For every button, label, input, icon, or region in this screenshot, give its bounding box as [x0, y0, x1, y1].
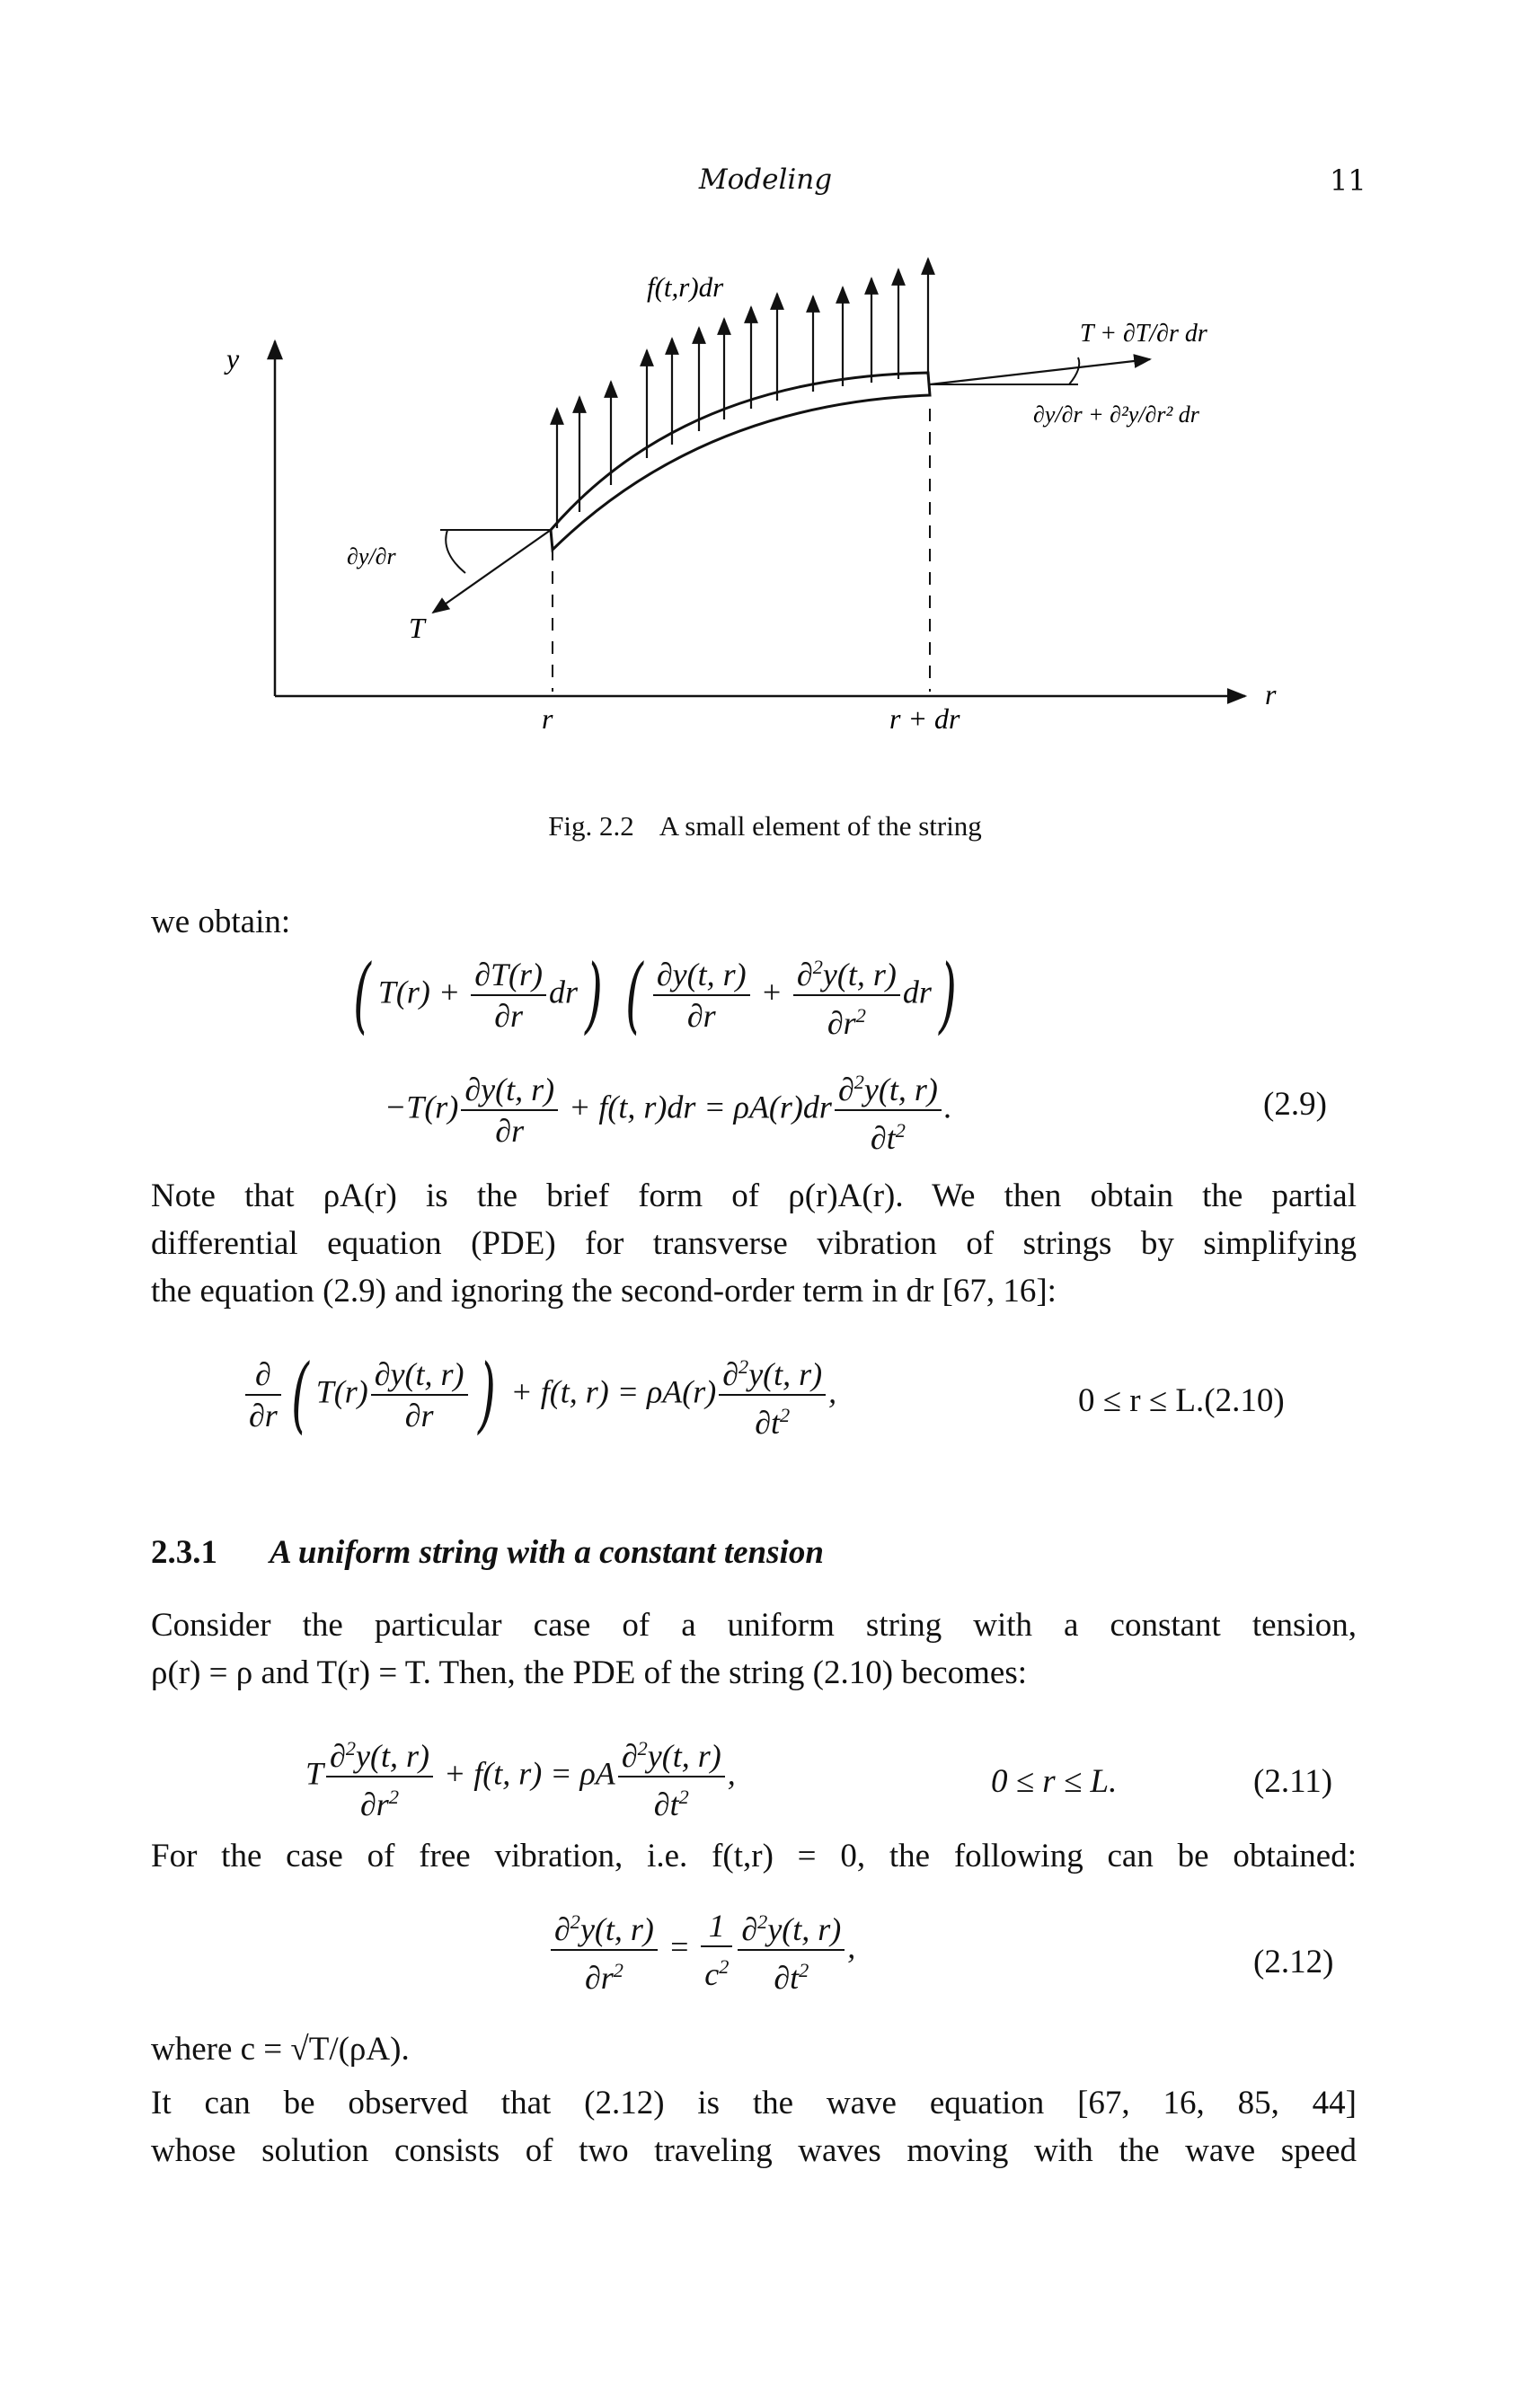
paragraph-3-line-2: ρ(r) = ρ and T(r) = T. Then, the PDE of the string (2.10) becomes: [151, 1654, 1028, 1691]
slope-right-label: ∂y/∂r + ∂²y/∂r² dr [1033, 401, 1199, 428]
equation-2-10: $\frac{\partial}{\partial r}$ ( T(r) $\frac{\partial y(t, r)}{\partial r}$ ) + f(t, r) = ρA(r) $\frac{\partial^2y(t, r)}{\partial t^2}$ , [243, 1347, 836, 1442]
section-title: A uniform string with a constant tension [270, 1534, 824, 1571]
equation-2-9-line-1: ( T(r) + $\frac{\partial T(r)}{\partial r}$ dr) ( $\frac{\partial y(t, r)}{\partial r}$ + $\frac{\partial^2y(t, r)}{\partial r^2}$ dr) [353, 947, 957, 1043]
tension-left-arrow [433, 530, 551, 613]
angle-arc-right [1069, 357, 1079, 384]
r-axis-label: r [1265, 678, 1277, 710]
tension-right-arrow [930, 359, 1150, 384]
equation-number-2-9: (2.9) [1263, 1086, 1327, 1123]
paragraph-3-line-1: Consider the particular case of a uniform string with a constant tension, [151, 1607, 1357, 1644]
figure-caption-number: Fig. 2.2 [548, 810, 634, 842]
paragraph-2-line-2: differential equation (PDE) for transverse vibration of strings by simplifying [151, 1225, 1357, 1262]
equation-2-11-range: 0 ≤ r ≤ L. [991, 1763, 1118, 1800]
force-label: f(t,r)dr [647, 271, 724, 303]
slope-left-label: ∂y/∂r [347, 543, 396, 569]
r-tick-label: r [542, 702, 553, 735]
equation-2-9-line-2: −T(r) $\frac{\partial y(t, r)}{\partial r}$ + f(t, r)dr = ρA(r)dr $\frac{\partial^2y(t, r)}{\partial t^2}$ . [385, 1063, 952, 1158]
section-heading [151, 1533, 824, 1572]
figure-caption [0, 810, 1530, 842]
string-element [551, 373, 930, 550]
paragraph-we-obtain: we obtain: [151, 904, 291, 940]
y-axis-label: y [226, 342, 240, 375]
paragraph-5: where c = √T/(ρA). [151, 2031, 410, 2068]
equation-2-11: T $\frac{\partial^2y(t, r)}{\partial r^2}$ + f(t, r) = ρA $\frac{\partial^2y(t, r)}{\partial t^2}$ , [305, 1729, 736, 1824]
section-number: 2.3.1 [151, 1534, 217, 1571]
angle-arc-left [446, 530, 465, 573]
equation-number-2-12: (2.12) [1253, 1944, 1334, 1980]
paragraph-6-line-2: whose solution consists of two traveling waves moving with the wave speed [151, 2132, 1357, 2169]
paragraph-4: For the case of free vibration, i.e. f(t,r) = 0, the following can be obtained: [151, 1838, 1357, 1874]
page-number: 11 [1330, 163, 1366, 198]
running-title: Modeling [698, 163, 833, 196]
paragraph-2-line-1: Note that ρA(r) is the brief form of ρ(r)A(r). We then obtain the partial [151, 1178, 1357, 1214]
equation-2-12: $\frac{\partial^2y(t, r)}{\partial r^2}$ = $\frac{1}{c^2}$ $\frac{\partial^2y(t, r)}{\partial t^2}$ , [548, 1902, 855, 1998]
string-element-figure [180, 243, 1348, 745]
r-dr-tick-label: r + dr [889, 702, 960, 735]
paragraph-6-line-1: It can be observed that (2.12) is the wave equation [67, 16, 85, 44] [151, 2085, 1357, 2121]
equation-number-2-11: (2.11) [1253, 1763, 1333, 1800]
figure-caption-text: A small element of the string [659, 810, 982, 842]
tension-right-label: T + ∂T/∂r dr [1080, 320, 1207, 348]
paragraph-2-line-3: the equation (2.9) and ignoring the second-order term in dr [67, 16]: [151, 1273, 1057, 1310]
equation-number-2-10: 0 ≤ r ≤ L.(2.10) [1078, 1382, 1285, 1419]
tension-left-label: T [409, 612, 425, 644]
